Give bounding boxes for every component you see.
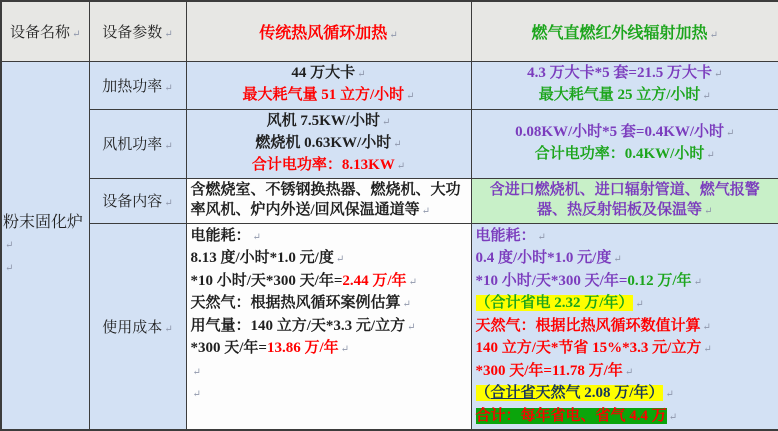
text-line <box>191 316 467 339</box>
header-equipment-name: 设备名称 ↵ <box>1 1 89 61</box>
cell-traditional-usage-cost <box>186 223 471 430</box>
row-heating-power <box>1 61 778 109</box>
text-segment: 电能耗： <box>475 227 536 244</box>
equipment-name-text: 粉末固化炉 ↵ <box>3 212 85 256</box>
text-line <box>191 63 467 85</box>
text-line <box>191 361 467 384</box>
header-gas-infrared-heating: 燃气直燃红外线辐射加热 ↵ <box>471 1 778 61</box>
row-equipment-content <box>1 178 778 223</box>
row-fan-power <box>1 109 778 178</box>
text-line <box>476 226 775 249</box>
text-segment: 天然气 2.08 万/年） <box>535 385 664 401</box>
text-line <box>191 293 467 316</box>
param-label-usage-cost: 使用成本 ↵ <box>89 223 186 430</box>
text-line <box>191 383 467 406</box>
text-line <box>476 316 775 339</box>
cell-traditional-heating-power <box>186 61 471 109</box>
param-label-heating-power: 加热功率 ↵ <box>89 61 186 109</box>
text-line <box>476 85 775 107</box>
text-segment: （ <box>475 385 491 401</box>
text-line <box>191 338 467 361</box>
header-row <box>1 1 778 61</box>
text-segment: 13.86 万/年 <box>266 340 339 356</box>
cell-traditional-fan-power <box>186 109 471 178</box>
header-traditional-heating: 传统热风循环加热 ↵ <box>186 1 471 61</box>
text-line <box>476 180 775 222</box>
text-segment: *300 天/年= <box>190 340 267 356</box>
text-segment: *10 小时/天*300 天/年= <box>475 272 628 289</box>
cell-gas-equipment-content <box>471 178 778 223</box>
text-line <box>476 361 775 384</box>
header-equipment-param: 设备参数 ↵ <box>89 1 186 61</box>
text-line <box>476 122 775 144</box>
text-line <box>191 248 467 271</box>
text-segment: 0.4 度/小时*1.0 元/度 <box>475 250 612 266</box>
text-segment: 用气量：140 立方/天*3.3 元/立方 <box>190 317 406 334</box>
text-segment: 最大耗气量 25 立方/小时 <box>538 87 701 103</box>
text-line <box>191 180 467 222</box>
text-segment: 0.12 万/年 <box>627 272 692 289</box>
text-line <box>476 338 775 361</box>
text-segment: 合计电功率：0.4KW/小时 <box>534 145 705 162</box>
text-segment: *300 天/年=11.78 万/年 <box>475 362 623 379</box>
text-segment: 合计：每年省电、省气 4.4 万 <box>475 407 667 424</box>
text-line <box>191 155 467 177</box>
equipment-name-cell <box>1 61 89 430</box>
text-line <box>191 133 467 155</box>
text-segment: 44 万大卡 <box>291 65 356 81</box>
cell-gas-fan-power <box>471 109 778 178</box>
text-line <box>476 406 775 429</box>
text-line <box>191 111 467 133</box>
text-segment: 最大耗气量 51 立方/小时 <box>242 87 405 103</box>
row-usage-cost <box>1 223 778 430</box>
text-segment: 140 立方/天*节省 15%*3.3 元/立方 <box>475 340 702 356</box>
text-segment: 电能耗： <box>190 227 251 244</box>
text-segment: （合计省电 2.32 万/年） <box>475 295 634 311</box>
text-segment: 2.44 万/年 <box>342 272 407 289</box>
text-segment: 4.3 万大卡*5 套=21.5 万大卡 <box>527 65 712 81</box>
text-line <box>476 383 775 406</box>
text-segment: 合计省 <box>490 385 536 401</box>
text-line <box>476 63 775 85</box>
text-line <box>476 144 775 166</box>
text-segment: 8.13 度/小时*1.0 元/度 <box>190 250 334 266</box>
text-line <box>191 85 467 107</box>
text-segment: 天然气：根据比热风循环数值计算 <box>475 317 701 334</box>
text-line <box>191 271 467 294</box>
text-line <box>476 271 775 294</box>
param-label-fan-power: 风机功率 ↵ <box>89 109 186 178</box>
text-segment: 含进口燃烧机、进口辐射管道、燃气报警器、热反射铝板及保温等 <box>489 181 760 218</box>
param-label-equipment-content: 设备内容 ↵ <box>89 178 186 223</box>
text-segment: 燃烧机 0.63KW/小时 <box>255 134 392 151</box>
empty-paragraph <box>3 256 85 279</box>
cell-gas-heating-power <box>471 61 778 109</box>
cell-gas-usage-cost <box>471 223 778 430</box>
text-line <box>476 248 775 271</box>
text-segment: 0.08KW/小时*5 套=0.4KW/小时 <box>515 123 725 140</box>
text-segment: 含燃烧室、不锈钢换热器、燃烧机、大功率风机、炉内外送/回风保温通道等 <box>190 181 461 218</box>
text-line <box>476 293 775 316</box>
text-segment: 合计电功率：8.13KW <box>251 156 395 173</box>
text-segment: *10 小时/天*300 天/年= <box>190 272 343 289</box>
text-segment: 风机 7.5KW/小时 <box>266 112 380 129</box>
cell-traditional-equipment-content <box>186 178 471 223</box>
text-segment: 天然气：根据热风循环案例估算 <box>190 295 401 311</box>
text-line <box>191 226 467 249</box>
